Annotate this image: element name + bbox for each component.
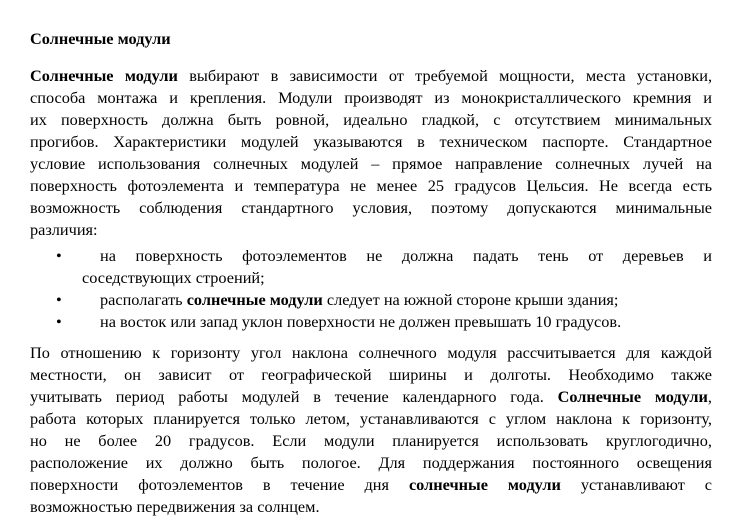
text-run: местности, он зависит от географической ширины и долготы. Необходимо также xyxy=(30,365,712,384)
text-line xyxy=(82,245,712,267)
paragraph-intro xyxy=(30,65,712,241)
bullet-item xyxy=(30,245,712,289)
text-run: работа которых планируется только летом, устанавливаются с углом наклона к горизонту, xyxy=(30,409,712,428)
text-line xyxy=(30,131,712,153)
text-run: следует на южной стороне крыши здания; xyxy=(322,290,619,309)
text-line xyxy=(30,474,712,496)
bullet-list xyxy=(30,245,712,333)
text-run: возможностью передвижения за солнцем. xyxy=(30,497,320,516)
text-line xyxy=(82,267,712,289)
text-line xyxy=(82,311,712,333)
text-line xyxy=(30,109,712,131)
text-line xyxy=(30,219,712,241)
bullet-icon: • xyxy=(56,290,62,309)
text-run: расположение их должно быть пологое. Для поддержания постоянного освещения xyxy=(30,453,712,472)
text-run: выбирают в зависимости от требуемой мощности, места установки, xyxy=(177,66,713,85)
text-run: , xyxy=(707,387,712,406)
bold-run: Солнечные модули xyxy=(557,387,708,406)
text-run: По отношению к горизонту угол наклона солнечного модуля рассчитывается для каждой xyxy=(30,343,712,362)
text-run: устанавливают с xyxy=(560,475,712,494)
text-line xyxy=(30,496,712,518)
bold-run: Солнечные модули xyxy=(30,66,178,85)
text-line xyxy=(30,386,712,408)
text-line xyxy=(30,197,712,219)
text-run: различия: xyxy=(30,220,98,239)
text-line xyxy=(30,175,712,197)
text-run: располагать xyxy=(100,290,187,309)
bold-run: солнечные модули xyxy=(186,290,323,309)
text-line xyxy=(30,65,712,87)
text-run: прогибов. Характеристики модулей указываются в техническом паспорте. Стандартное xyxy=(30,132,712,151)
text-run: на поверхность фотоэлементов не должна падать тень от деревьев и xyxy=(100,246,712,265)
bullet-icon: • xyxy=(56,312,62,331)
text-run: поверхность фотоэлемента и температура не менее 25 градусов Цельсия. Не всегда есть xyxy=(30,176,712,195)
text-run: условие использования солнечных модулей – прямое направление солнечных лучей на xyxy=(30,154,712,173)
text-line xyxy=(30,342,712,364)
text-run: но не более 20 градусов. Если модули планируется использовать круглогодично, xyxy=(30,431,712,450)
text-line xyxy=(30,364,712,386)
text-run: соседствующих строений; xyxy=(82,268,265,287)
text-run: на восток или запад уклон поверхности не должен превышать 10 градусов. xyxy=(100,312,622,331)
text-run: возможность соблюдения стандартного условия, поэтому допускаются минимальные xyxy=(30,198,712,217)
bullet-icon: • xyxy=(56,246,62,265)
bold-run: солнечные модули xyxy=(408,475,561,494)
text-line xyxy=(30,452,712,474)
text-line xyxy=(30,408,712,430)
bullet-item xyxy=(30,311,712,333)
text-line xyxy=(30,430,712,452)
text-run: поверхности фотоэлементов в течение дня xyxy=(30,475,409,494)
text-line xyxy=(30,87,712,109)
text-run: их поверхность должна быть ровной, идеально гладкой, с отсутствием минимальных xyxy=(30,110,712,129)
document-title: Солнечные модули xyxy=(30,29,171,48)
text-line xyxy=(82,289,712,311)
text-run: учитывать период работы модулей в течение календарного года. xyxy=(30,387,558,406)
text-run: способа монтажа и крепления. Модули производят из монокристаллического кремния и xyxy=(30,88,712,107)
text-line xyxy=(30,153,712,175)
bullet-item xyxy=(30,289,712,311)
paragraph-tilt-angle xyxy=(30,342,712,518)
